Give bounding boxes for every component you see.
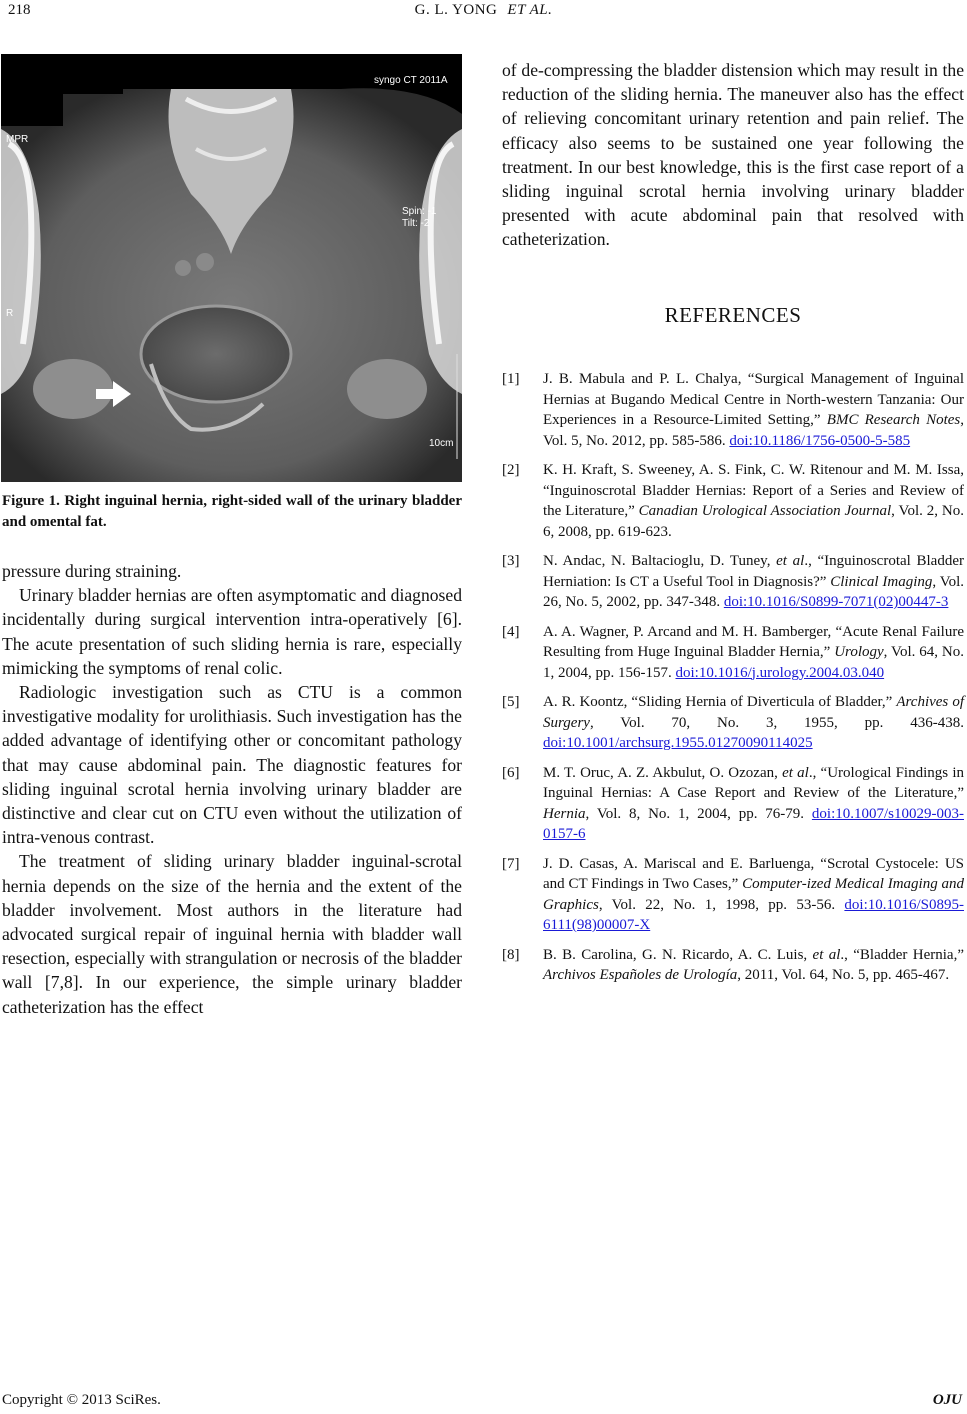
header-authors: G. L. YONG bbox=[414, 2, 498, 18]
journal-abbrev: OJU bbox=[932, 1392, 962, 1408]
overlay-scale: 10cm bbox=[429, 438, 454, 449]
reference-item: [5] A. R. Koontz, “Sliding Hernia of Diverticula of Bladder,” Archives of Surgery, Vol. 70, No. 3, 1955, pp. 436-438. doi:10.1001/archsurg.1955.01270090114025 bbox=[502, 692, 964, 754]
overlay-tilt: Tilt: -2 bbox=[402, 218, 430, 229]
reference-number: [8] bbox=[502, 946, 520, 963]
paragraph: Urinary bladder hernias are often asymptomatic and diagnosed incidentally during surgical intervention intra-operatively [6]. The acute presentation of such sliding hernia is rare, especially mimicking the symptoms of renal colic. bbox=[2, 585, 462, 678]
reference-item: [4] A. A. Wagner, P. Arcand and M. H. Bamberger, “Acute Renal Failure Resulting from Huge Inguinal Bladder Hernia,” Urology, Vol. 64, No. 1, 2004, pp. 156-157. doi:10.1016/j.urology.2004.03.040 bbox=[502, 622, 964, 684]
paragraph: of de-compressing the bladder distension which may result in the reduction of the sliding hernia. The maneuver also has the effect of relieving concomitant urinary retention and pain relief. The efficacy also seems to be sustained one year following the treatment. In our best knowledge, this is the first case report of a sliding inguinal scrotal hernia involving urinary bladder presented with acute abdominal pain that resolved with catheterization. bbox=[502, 60, 964, 250]
ct-scan-image bbox=[1, 54, 462, 482]
doi-link[interactable]: doi:10.1016/j.urology.2004.03.040 bbox=[675, 664, 885, 681]
running-header bbox=[0, 2, 967, 19]
overlay-spin: Spin: -1 bbox=[402, 206, 437, 217]
reference-item: [6] M. T. Oruc, A. Z. Akbulut, O. Ozozan, et al., “Urological Findings in Inguinal Hernias: A Case Report and Review of the Literature,” Hernia, Vol. 8, No. 1, 2004, pp. 76-79. doi:10.1007/s10029-003-0157-6 bbox=[502, 763, 964, 845]
reference-item: [8] B. B. Carolina, G. N. Ricardo, A. C. Luis, et al., “Bladder Hernia,” Archivos Españoles de Urología, 2011, Vol. 64, No. 5, pp. 465-467. bbox=[502, 945, 964, 986]
doi-link[interactable]: doi:10.1016/S0899-7071(02)00447-3 bbox=[723, 594, 949, 610]
reference-number: [7] bbox=[502, 855, 520, 872]
copyright: Copyright © 2013 SciRes. bbox=[2, 1392, 161, 1408]
reference-item: [2] K. H. Kraft, S. Sweeney, A. S. Fink, C. W. Ritenour and M. M. Issa, “Inguinoscrotal Bladder Hernias: Report of a Series and Review of the Literature,” Canadian Urological Association Journal, Vol. 2, No. 6, 2008, pp. 619-623. bbox=[502, 460, 964, 542]
reference-item: [3] N. Andac, N. Baltacioglu, D. Tuney, et al., “Inguinoscrotal Bladder Herniation: Is CT a Useful Tool in Diagnosis?” Clinical Imaging, Vol. 26, No. 5, 2002, pp. 347-348. doi:10.1016/S0899-7071(02)00447-3 bbox=[502, 551, 964, 613]
reference-number: [5] bbox=[502, 694, 520, 710]
ct-scan-figure bbox=[1, 54, 462, 482]
doi-link[interactable]: doi:10.1016/S0895-6111(98)00007-X bbox=[543, 896, 964, 933]
paragraph: The treatment of sliding urinary bladder inguinal-scrotal hernia depends on the size of the hernia and the extent of the bladder involvement. Most authors in the literature had advocated surgical repair of inguinal hernia with bladder wall resection, especially with strangulation or necrosis of the bladder wall [7,8]. In our experience, the simple urinary bladder catheterization has the effect bbox=[2, 851, 462, 1017]
reference-number: [2] bbox=[502, 462, 520, 478]
paragraph: pressure during straining. bbox=[2, 561, 182, 581]
page-number: 218 bbox=[8, 2, 31, 18]
left-column bbox=[2, 559, 462, 1019]
right-column bbox=[502, 58, 964, 252]
reference-number: [4] bbox=[502, 623, 520, 640]
reference-item: [1] J. B. Mabula and P. L. Chalya, “Surgical Management of Inguinal Hernias at Bugando Medical Centre in North-western Tanzania: Our Experiences in a Resource-Limited Setting,” BMC Research Notes, Vol. 5, No. 2012, pp. 585-586. doi:10.1186/1756-0500-5-585 bbox=[502, 369, 964, 451]
reference-number: [3] bbox=[502, 553, 520, 569]
overlay-r: R bbox=[6, 308, 14, 319]
doi-link[interactable]: doi:10.1007/s10029-003-0157-6 bbox=[543, 805, 964, 842]
overlay-syngo: syngo CT 2011A bbox=[374, 75, 448, 86]
doi-link[interactable]: doi:10.1001/archsurg.1955.01270090114025 bbox=[543, 735, 813, 751]
header-et-al: ET AL. bbox=[507, 2, 553, 18]
reference-number: [6] bbox=[502, 764, 520, 781]
references-list bbox=[502, 369, 964, 995]
references-heading: REFERENCES bbox=[664, 303, 802, 327]
overlay-mpr: MPR bbox=[6, 134, 29, 145]
paragraph: Radiologic investigation such as CTU is a common investigative modality for urolithiasis. Such investigation has the added advantage of identifying other or concomitant pathology that may cause abdominal pain. The diagnostic features for sliding inguinal scrotal hernia involving urinary bladder are distinctive and clear cut on CTU even without the utilization of intra-venous contrast. bbox=[2, 682, 462, 848]
figure-caption: Figure 1. Right inguinal hernia, right-sided wall of the urinary bladder and omental fat. bbox=[2, 493, 462, 530]
doi-link[interactable]: doi:10.1186/1756-0500-5-585 bbox=[729, 432, 911, 449]
reference-item: [7] J. D. Casas, A. Mariscal and E. Barluenga, “Scrotal Cystocele: US and CT Findings in Two Cases,” Computer-ized Medical Imaging and Graphics, Vol. 22, No. 1, 1998, pp. 53-56. doi:10.1016/S0895-6111(98)00007-X bbox=[502, 854, 964, 936]
reference-number: [1] bbox=[502, 371, 520, 387]
